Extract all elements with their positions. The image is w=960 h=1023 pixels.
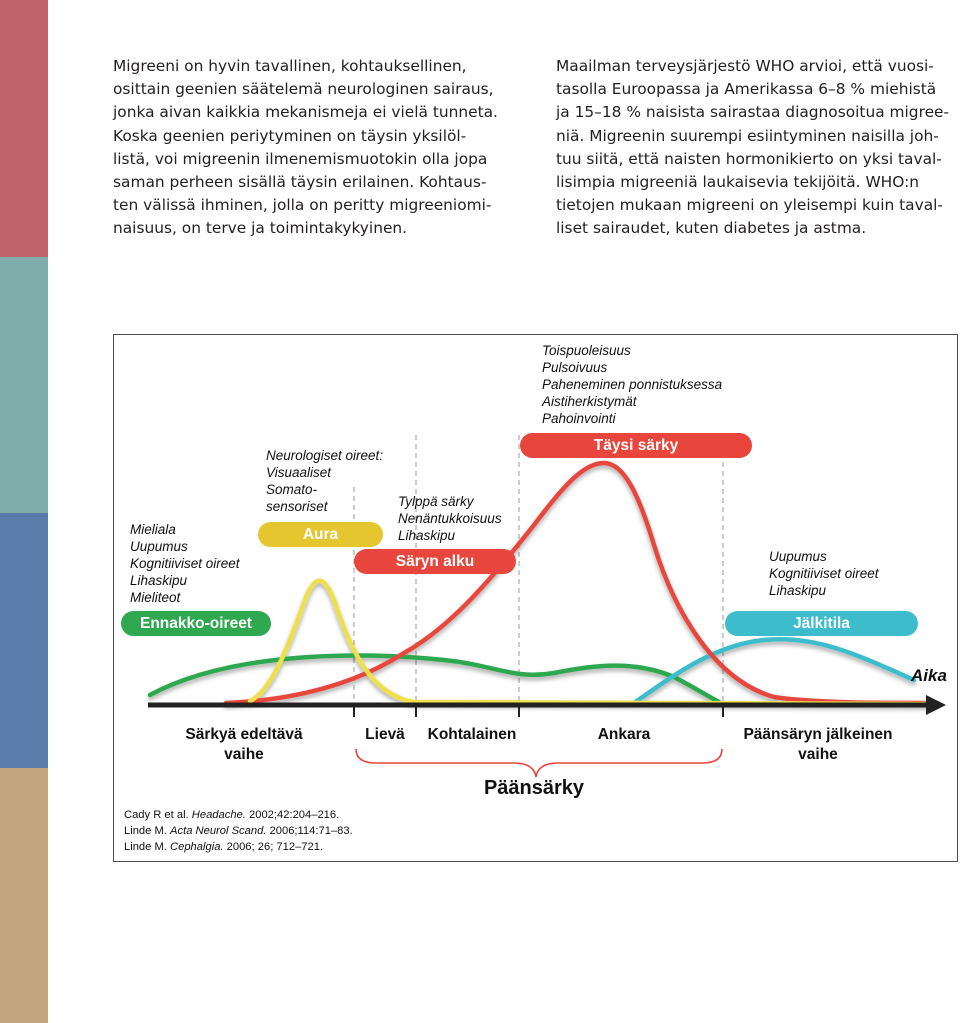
reference-details: 2002;42:204–216.: [245, 809, 340, 821]
paragraph-line: listä, voi migreenin ilmenemismuotokin olla jopa: [113, 149, 488, 168]
curve-aura: [250, 581, 934, 704]
full-headache-symptoms: [542, 342, 722, 427]
paragraph-line: ja 15–18 % naisista sairastaa diagnosoitua migree-: [556, 103, 950, 122]
reference-journal: Cephalgia.: [170, 841, 224, 853]
symptom-item: Somato-: [266, 482, 318, 497]
stage-premonitory-pill: Ennakko-oireet: [121, 611, 271, 636]
symptom-item: Pahoinvointi: [542, 411, 616, 426]
migraine-phases-figure: [113, 334, 958, 862]
paragraph-line: tuu siitä, että naisten hormonikierto on yksi taval-: [556, 149, 942, 168]
paragraph-line: liset sairaudet, kuten diabetes ja astma.: [556, 219, 867, 238]
phase-post: [726, 725, 910, 765]
paragraph-line: niä. Migreenin suurempi esiintyminen naisilla joh-: [556, 126, 939, 145]
phase-pre-line: vaihe: [224, 746, 264, 763]
paragraph-line: Koska geenien periytyminen on täysin yksilöl-: [113, 126, 467, 145]
sidebar-stripe-red: [0, 0, 48, 257]
aura-symptoms: [266, 447, 383, 515]
reference-authors: Linde M.: [124, 825, 171, 837]
paragraph-line: Maailman terveysjärjestö WHO arvioi, että vuosi-: [556, 57, 934, 75]
intro-paragraph: [113, 55, 498, 241]
paragraph-line: Migreeni on hyvin tavallinen, kohtauksellinen,: [113, 57, 467, 75]
symptom-item: Mieliala: [130, 522, 176, 537]
phase-mild: Lievä: [365, 726, 405, 743]
phase-post-line: vaihe: [798, 746, 838, 763]
stage-full-headache-pill: Täysi särky: [520, 433, 752, 458]
phase-post-line: Päänsäryn jälkeinen: [743, 726, 893, 743]
symptom-item: Lihaskipu: [130, 573, 188, 588]
reference-item: [124, 823, 353, 839]
phase-pre-line: Särkyä edeltävä: [185, 726, 303, 743]
symptom-item: Pulsoivuus: [542, 360, 608, 375]
reference-details: 2006; 26; 712–721.: [223, 841, 324, 853]
paragraph-line: tietojen mukaan migreeni on yleisempi kuin taval-: [556, 196, 943, 215]
who-paragraph: [556, 55, 949, 241]
headache-onset-symptoms: [398, 493, 502, 544]
symptom-item: Lihaskipu: [769, 583, 827, 598]
headache-phase-title: Päänsärky: [483, 777, 585, 799]
symptom-item: sensoriset: [266, 499, 328, 514]
references: [124, 807, 353, 855]
symptom-item: Uupumus: [130, 539, 188, 554]
postdrome-symptoms: [769, 548, 879, 599]
reference-authors: Cady R et al.: [124, 809, 192, 821]
paragraph-line: naisuus, on terve ja toimintakykyinen.: [113, 219, 408, 238]
phase-severe: Ankara: [597, 726, 651, 743]
reference-journal: Acta Neurol Scand.: [170, 825, 267, 837]
reference-journal: Headache.: [191, 809, 246, 821]
paragraph-line: ten välissä ihminen, jolla on peritty migreeniomi-: [113, 196, 492, 215]
sidebar-stripe-tan: [0, 768, 48, 1023]
symptom-item: Nenäntukkoisuus: [398, 511, 502, 526]
axis-label-time: Aika: [911, 666, 947, 685]
symptom-item: Tylppä särky: [398, 494, 474, 509]
sidebar-stripe-teal: [0, 257, 48, 513]
phase-pre: [164, 725, 324, 765]
reference-details: 2006;114:71–83.: [266, 825, 353, 837]
paragraph-line: lisimpia migreeniä laukaisevia tekijöitä. WHO:n: [556, 173, 920, 192]
paragraph-line: tasolla Euroopassa ja Amerikassa 6–8 % miehistä: [556, 80, 937, 99]
reference-authors: Linde M.: [124, 841, 171, 853]
symptom-item: Aistiherkistymät: [542, 394, 637, 409]
symptom-item: Mieliteot: [130, 590, 181, 605]
symptom-item: Uupumus: [769, 549, 827, 564]
paragraph-line: osittain geenien säätelemä neurologinen sairaus,: [113, 80, 494, 99]
symptom-item: Lihaskipu: [398, 528, 456, 543]
curve-premonitory: [150, 656, 719, 702]
symptom-item: Neurologiset oireet:: [266, 448, 384, 463]
symptom-item: Paheneminen ponnistuksessa: [542, 377, 723, 392]
symptom-item: Kognitiiviset oireet: [769, 566, 879, 581]
axis-arrowhead: [926, 695, 946, 715]
curve-postdrome: [634, 639, 914, 703]
symptom-item: Toispuoleisuus: [542, 343, 631, 358]
stage-onset-pill: Säryn alku: [354, 549, 516, 574]
paragraph-line: saman perheen sisällä täysin erilainen. Kohtaus-: [113, 173, 487, 192]
stage-aura-pill: Aura: [258, 522, 383, 547]
reference-item: [124, 807, 353, 823]
sidebar-stripe-blue: [0, 513, 48, 768]
stage-postdrome-pill: Jälkitila: [725, 611, 918, 636]
reference-item: [124, 839, 353, 855]
headache-brace: [356, 749, 722, 777]
premonitory-symptoms: [130, 521, 240, 606]
paragraph-line: jonka aivan kaikkia mekanismeja ei vielä tunneta.: [113, 103, 498, 122]
symptom-item: Visuaaliset: [266, 465, 332, 480]
phase-moderate: Kohtalainen: [427, 726, 517, 743]
symptom-item: Kognitiiviset oireet: [130, 556, 240, 571]
